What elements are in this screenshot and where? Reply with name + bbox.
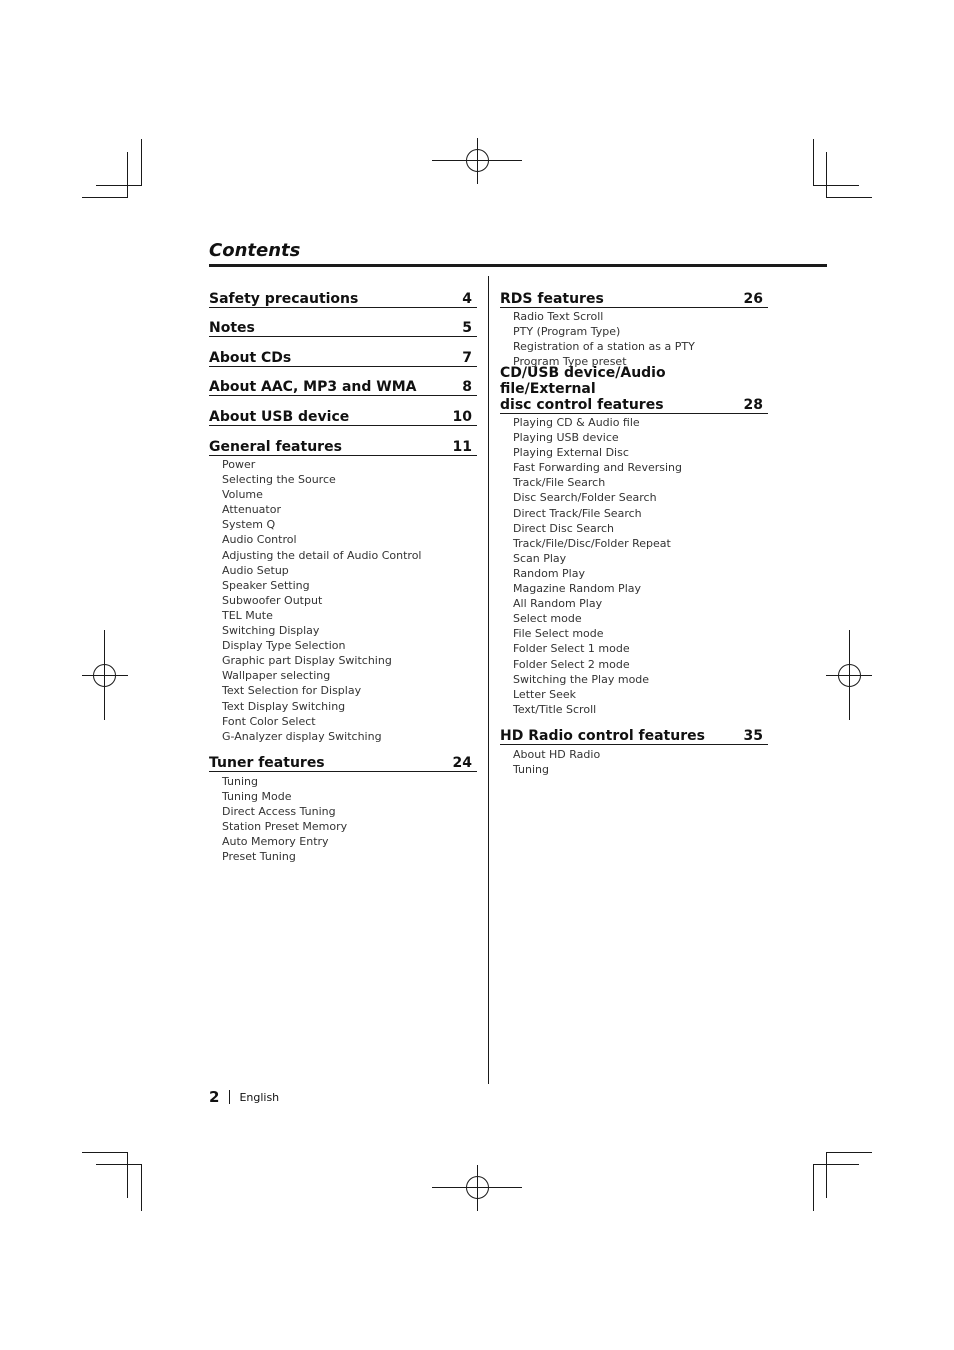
section-title: Tuner features xyxy=(209,755,325,771)
toc-subitem[interactable]: TEL Mute xyxy=(222,608,273,622)
toc-subitem[interactable]: Random Play xyxy=(513,566,585,580)
footer-separator xyxy=(229,1090,230,1104)
registration-mark-right xyxy=(826,630,872,720)
section-page: 11 xyxy=(452,439,472,455)
registration-mark-left xyxy=(82,630,128,720)
toc-subitem[interactable]: Direct Track/File Search xyxy=(513,506,642,520)
column-divider xyxy=(488,276,489,1084)
toc-section-about-aac-mp3-wma[interactable] xyxy=(209,377,477,396)
toc-subitem[interactable]: Playing USB device xyxy=(513,431,619,445)
toc-subitem[interactable]: Fast Forwarding and Reversing xyxy=(513,461,682,475)
toc-subitem[interactable]: Graphic part Display Switching xyxy=(222,654,392,668)
toc-section-about-cds[interactable] xyxy=(209,348,477,367)
toc-subitem[interactable]: Display Type Selection xyxy=(222,639,346,653)
toc-subitem[interactable]: Wallpaper selecting xyxy=(222,669,331,683)
general-features-subitems xyxy=(222,457,421,744)
registration-mark-top xyxy=(432,138,522,184)
toc-subitem[interactable]: Auto Memory Entry xyxy=(222,835,329,849)
tuner-features-subitems xyxy=(222,774,347,865)
toc-subitem[interactable]: Speaker Setting xyxy=(222,578,310,592)
toc-subitem[interactable]: File Select mode xyxy=(513,627,604,641)
toc-subitem[interactable]: Scan Play xyxy=(513,551,567,565)
toc-subitem[interactable]: Font Color Select xyxy=(222,714,316,728)
toc-subitem[interactable]: Text Selection for Display xyxy=(222,684,362,698)
hd-radio-subitems xyxy=(513,747,600,777)
toc-section-tuner-features[interactable] xyxy=(209,753,477,772)
toc-subitem[interactable]: Tuning xyxy=(513,763,550,777)
footer-language: English xyxy=(239,1090,280,1104)
toc-subitem[interactable]: Direct Access Tuning xyxy=(222,805,336,819)
toc-section-hd-radio-control-features[interactable] xyxy=(500,726,768,745)
page-footer xyxy=(209,1088,279,1106)
toc-subitem[interactable]: PTY (Program Type) xyxy=(513,325,621,339)
section-page: 24 xyxy=(452,755,472,771)
toc-subitem[interactable]: Audio Control xyxy=(222,533,297,547)
section-title: General features xyxy=(209,439,342,455)
toc-subitem[interactable]: Direct Disc Search xyxy=(513,521,615,535)
toc-subitem[interactable]: G-Analyzer display Switching xyxy=(222,729,382,743)
toc-subitem[interactable]: Station Preset Memory xyxy=(222,820,348,834)
toc-subitem[interactable]: Preset Tuning xyxy=(222,850,296,864)
section-page: 5 xyxy=(462,320,472,336)
toc-subitem[interactable]: About HD Radio xyxy=(513,748,601,761)
registration-mark-bottom xyxy=(432,1165,522,1211)
section-title: Safety precautions xyxy=(209,291,359,307)
rds-features-subitems xyxy=(513,309,695,369)
toc-subitem[interactable]: Text Display Switching xyxy=(222,699,346,713)
section-title: CD/USB device/Audio file/External disc control features xyxy=(500,365,666,413)
toc-subitem[interactable]: Switching the Play mode xyxy=(513,672,650,686)
toc-subitem[interactable]: Playing CD & Audio file xyxy=(513,416,640,429)
cd-usb-features-subitems xyxy=(513,415,682,717)
page-number: 2 xyxy=(209,1088,220,1106)
section-title: Notes xyxy=(209,320,255,336)
toc-subitem[interactable]: Power xyxy=(222,458,256,471)
section-title: HD Radio control features xyxy=(500,728,705,744)
section-page: 8 xyxy=(462,379,472,395)
section-page: 10 xyxy=(452,409,472,425)
toc-subitem[interactable]: Attenuator xyxy=(222,503,281,517)
toc-subitem[interactable]: Text/Title Scroll xyxy=(513,702,597,716)
toc-subitem[interactable]: Selecting the Source xyxy=(222,473,336,487)
toc-subitem[interactable]: All Random Play xyxy=(513,597,603,611)
toc-subitem[interactable]: Disc Search/Folder Search xyxy=(513,491,657,505)
toc-subitem[interactable]: Registration of a station as a PTY xyxy=(513,340,695,354)
section-title: About AAC, MP3 and WMA xyxy=(209,379,417,395)
toc-section-notes[interactable] xyxy=(209,318,477,337)
toc-subitem[interactable]: Folder Select 2 mode xyxy=(513,657,630,671)
toc-subitem[interactable]: Subwoofer Output xyxy=(222,593,323,607)
toc-subitem[interactable]: Program Type preset xyxy=(513,355,627,369)
toc-subitem[interactable]: Tuning xyxy=(222,775,259,788)
toc-section-general-features[interactable] xyxy=(209,437,477,456)
section-page: 4 xyxy=(462,291,472,307)
toc-subitem[interactable]: Radio Text Scroll xyxy=(513,310,604,323)
toc-subitem[interactable]: Letter Seek xyxy=(513,687,577,701)
toc-section-about-usb-device[interactable] xyxy=(209,407,477,426)
toc-subitem[interactable]: System Q xyxy=(222,518,276,532)
toc-subitem[interactable]: Switching Display xyxy=(222,624,320,638)
toc-subitem[interactable]: Playing External Disc xyxy=(513,446,629,460)
toc-subitem[interactable]: Track/File Search xyxy=(513,476,606,490)
section-title: About CDs xyxy=(209,350,292,366)
toc-subitem[interactable]: Magazine Random Play xyxy=(513,582,641,596)
toc-section-cd-usb-audio-external[interactable] xyxy=(500,365,768,414)
toc-subitem[interactable]: Adjusting the detail of Audio Control xyxy=(222,548,422,562)
page-title: Contents xyxy=(209,240,301,261)
toc-subitem[interactable]: Track/File/Disc/Folder Repeat xyxy=(513,536,671,550)
section-title: RDS features xyxy=(500,291,604,307)
toc-subitem[interactable]: Select mode xyxy=(513,612,582,626)
section-page: 7 xyxy=(462,350,472,366)
section-page: 35 xyxy=(743,728,763,744)
toc-subitem[interactable]: Tuning Mode xyxy=(222,790,292,804)
toc-subitem[interactable]: Volume xyxy=(222,488,263,502)
toc-subitem[interactable]: Folder Select 1 mode xyxy=(513,642,630,656)
section-page: 26 xyxy=(743,291,763,307)
title-rule xyxy=(209,264,827,267)
toc-section-rds-features[interactable] xyxy=(500,289,768,308)
section-page: 28 xyxy=(743,397,763,413)
toc-section-safety-precautions[interactable] xyxy=(209,289,477,308)
section-title: About USB device xyxy=(209,409,350,425)
toc-subitem[interactable]: Audio Setup xyxy=(222,563,289,577)
